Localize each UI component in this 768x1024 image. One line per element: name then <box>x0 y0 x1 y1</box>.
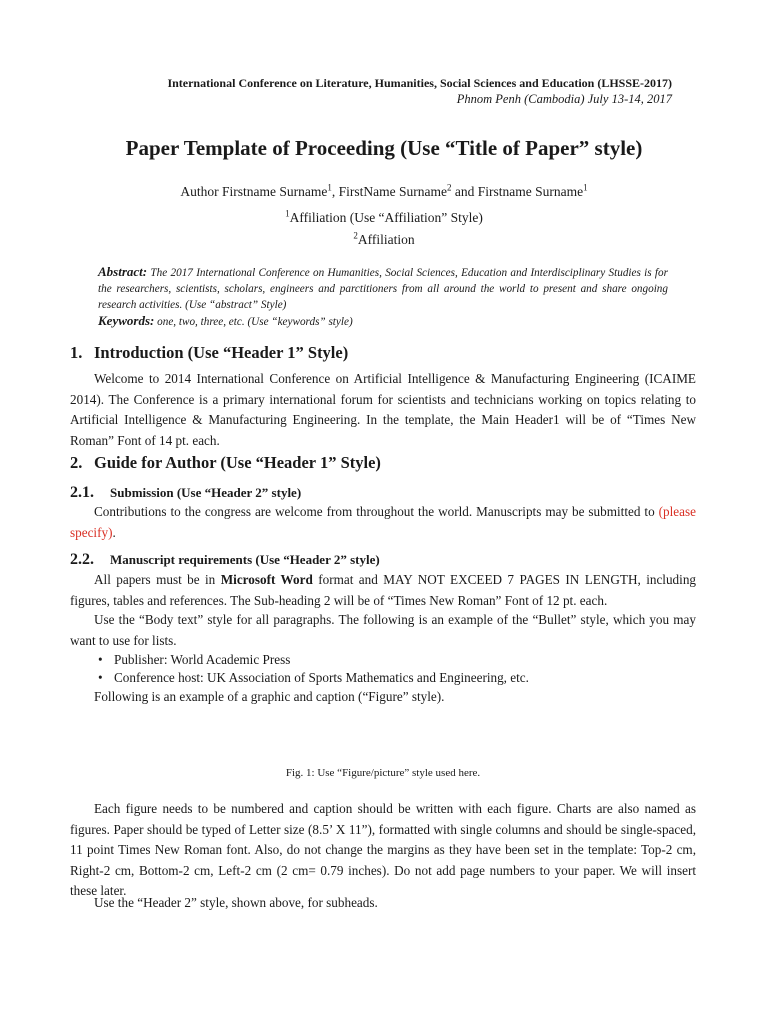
affiliation-1-sup: 1 <box>285 208 290 219</box>
section-2-2-text-3: Following is an example of a graphic and caption (“Figure” style). <box>94 689 445 704</box>
list-item-text: Publisher: World Academic Press <box>114 652 291 667</box>
conference-header: International Conference on Literature, Humanities, Social Sciences and Education (LHSSE-2017) <box>167 76 672 90</box>
section-2-1-number: 2.1. <box>70 484 94 501</box>
keywords-label: Keywords: <box>98 313 155 328</box>
section-1-text: Welcome to 2014 International Conference on Artificial Intelligence & Manufacturing Engineering (ICAIME 2014). The Conference is a primary international forum for scientists and technicians working on topics relating to Artificial Intelligence & Manufacturing Engineering. In the template, the Main Header1 will be of “Times New Roman” Font of 14 pt. each. <box>70 371 696 448</box>
section-2-1-tail: . <box>112 524 116 540</box>
paper-title: Paper Template of Proceeding (Use “Title of Paper” style) <box>125 136 643 160</box>
author-1: Author Firstname Surname <box>180 184 328 199</box>
section-1-title: Introduction (Use “Header 1” Style) <box>94 343 349 362</box>
author-3-sup: 1 <box>583 182 588 193</box>
list-item <box>98 670 529 686</box>
affiliation-1-text: Affiliation (Use “Affiliation” Style) <box>289 210 483 225</box>
after-figure-text-1: Each figure needs to be numbered and caption should be written with each figure. Charts are also named as figures. Paper should be typed of Letter size (8.5’ X 11”), formatted with single columns and should be single-spaced, 11 point Times New Roman font. Also, do not change the margins as they have been set in the template: Top-2 cm, Right-2 cm, Bottom-2 cm, Left-2 cm (2 cm= 0.79 inches). Do not add page numbers to your paper. We will insert these later. <box>70 801 696 898</box>
bullet-icon: • <box>98 670 103 685</box>
section-2-1-text: Contributions to the congress are welcome from throughout the world. Manuscripts may be submitted to <box>94 504 659 519</box>
section-1-heading <box>70 343 348 363</box>
after-figure-paragraph-1 <box>70 799 696 902</box>
figure-placeholder <box>234 712 534 760</box>
section-2-2-title: Manuscript requirements (Use “Header 2” style) <box>110 552 380 567</box>
after-figure-paragraph-2 <box>70 893 696 914</box>
author-1-sup: 1 <box>327 182 332 193</box>
section-2-2-text-2: Use the “Body text” style for all paragraphs. The following is an example of the “Bullet” style, which you may want to use for lists. <box>70 612 696 648</box>
after-figure-text-2: Use the “Header 2” style, shown above, for subheads. <box>94 895 378 910</box>
author-line <box>96 184 672 200</box>
section-2-1-heading <box>70 484 301 502</box>
section-2-1-paragraph <box>70 502 696 543</box>
section-2-2-text-b: format and MAY NOT EXCEED 7 PAGES IN LENGTH, including figures, tables and references. The Sub-heading 2 will be of “Times New Roman” Font of 12 pt. each. <box>70 572 697 608</box>
section-2-2-paragraph-3 <box>70 687 696 708</box>
section-2-2-heading <box>70 551 380 569</box>
section-2-2-number: 2.2. <box>70 551 94 568</box>
section-2-1-title: Submission (Use “Header 2” style) <box>110 485 302 500</box>
microsoft-word-bold: Microsoft Word <box>220 572 313 587</box>
affiliation-2-sup: 2 <box>353 230 358 241</box>
conference-location-date: Phnom Penh (Cambodia) July 13-14, 2017 <box>456 92 672 106</box>
section-2-title: Guide for Author (Use “Header 1” Style) <box>94 453 381 472</box>
abstract <box>98 264 668 313</box>
section-1-number: 1. <box>70 343 83 362</box>
author-2-sup: 2 <box>446 182 452 193</box>
author-2: , FirstName Surname <box>331 184 447 199</box>
bullet-icon: • <box>98 652 103 667</box>
keywords <box>98 313 668 329</box>
abstract-text: The 2017 International Conference on Humanities, Social Sciences, Education and Interdisciplinary Studies is for the researchers, scientists, scholars, engineers and parctitioners from all around the world to present and share ongoing research activities. (Use “abstract” Style) <box>98 267 668 311</box>
section-2-2-text-a: All papers must be in <box>94 572 221 587</box>
abstract-label: Abstract: <box>98 264 148 279</box>
please-specify-text: (please specify) <box>70 504 696 540</box>
author-3: and Firstname Surname <box>451 184 584 199</box>
section-2-2-paragraph-2 <box>70 610 696 651</box>
section-2-heading <box>70 453 381 473</box>
affiliation-1 <box>96 210 672 226</box>
affiliation-2 <box>96 232 672 248</box>
section-2-2-paragraph-1 <box>70 570 696 611</box>
figure-caption: Fig. 1: Use “Figure/picture” style used here. <box>285 767 481 779</box>
keywords-text: one, two, three, etc. (Use “keywords” style) <box>154 316 353 328</box>
affiliation-2-text: Affiliation <box>357 232 415 247</box>
list-item <box>98 652 290 668</box>
list-item-text: Conference host: UK Association of Sports Mathematics and Engineering, etc. <box>114 670 529 685</box>
section-2-number: 2. <box>70 453 83 472</box>
section-1-paragraph <box>70 369 696 451</box>
